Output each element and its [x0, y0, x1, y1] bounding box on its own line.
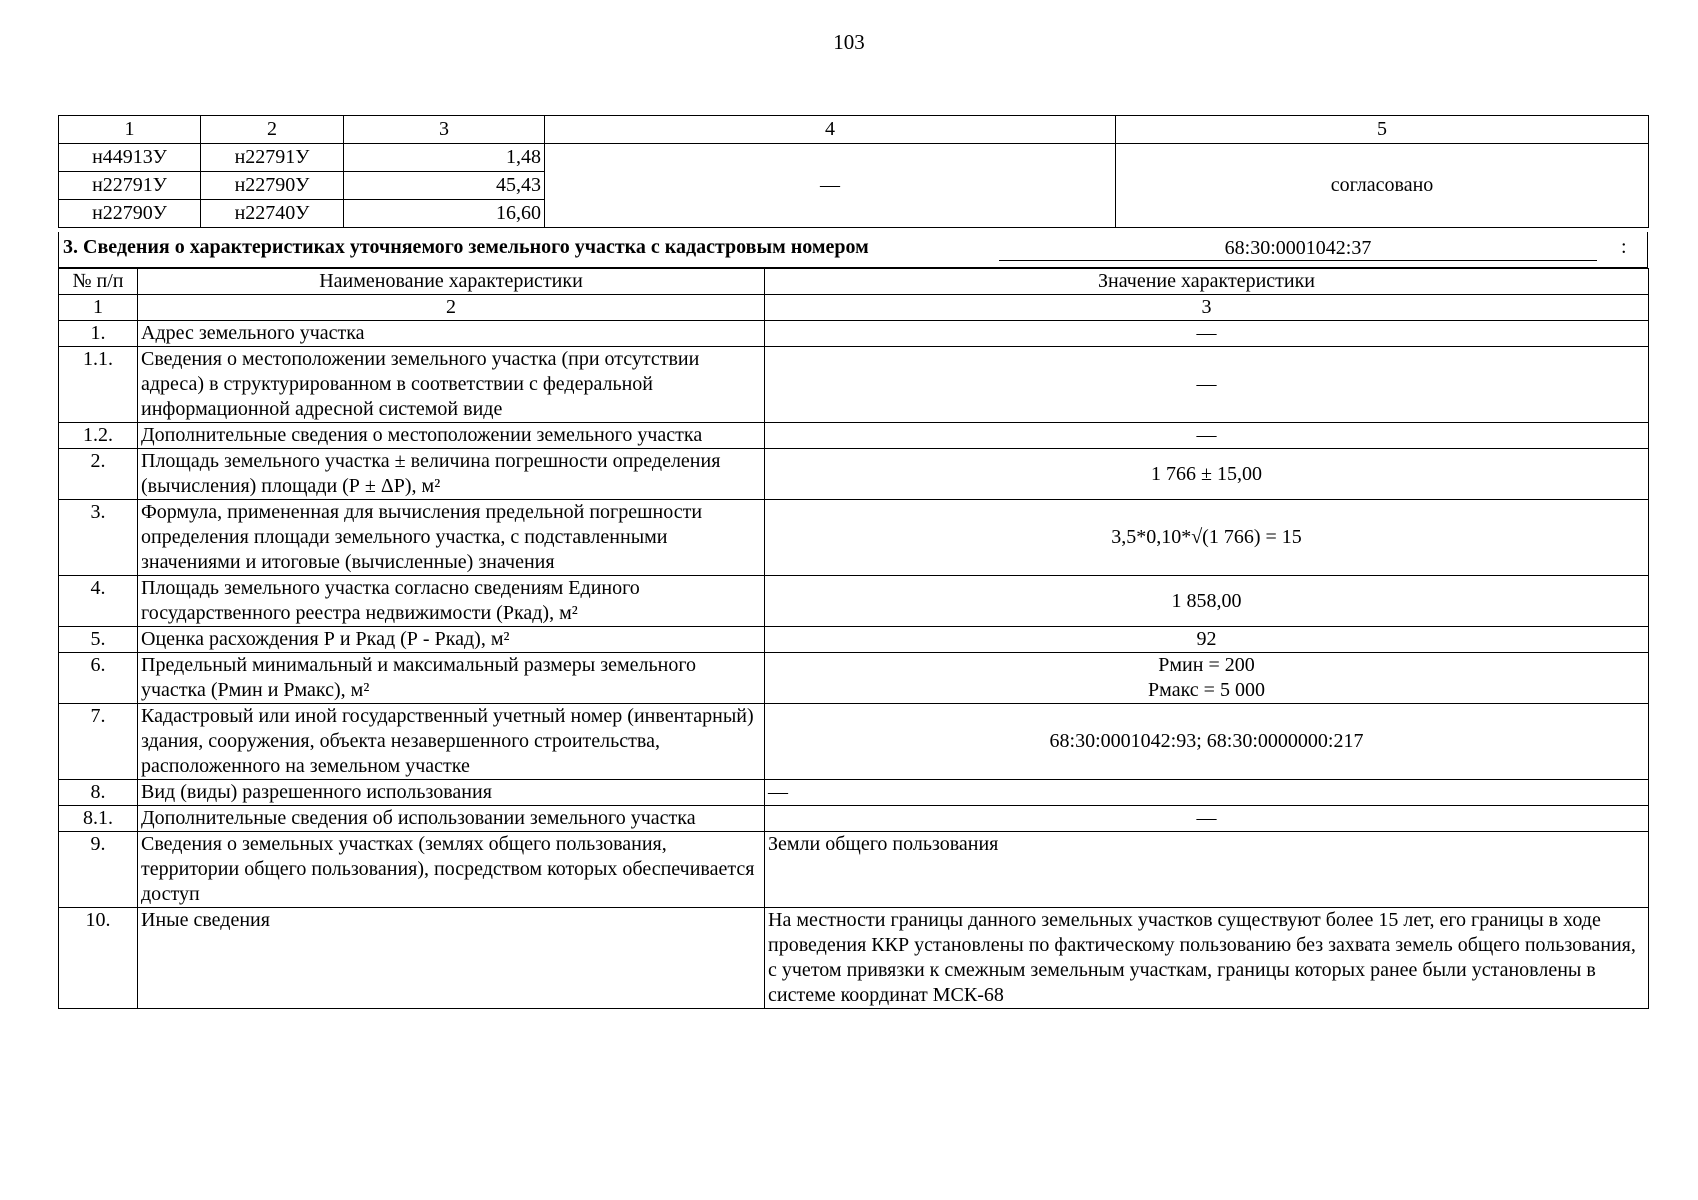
max-size-value: Рмакс = 5 000 [1148, 679, 1265, 701]
row-number: 5. [59, 627, 138, 653]
table-row [59, 627, 1649, 653]
distance-value: 1,48 [344, 144, 545, 172]
table-header-row [59, 116, 1649, 144]
row-number: 1.2. [59, 423, 138, 449]
col4-value: — [545, 144, 1116, 228]
characteristic-value: 1 858,00 [765, 576, 1649, 627]
table-row [59, 423, 1649, 449]
row-number: 10. [59, 908, 138, 1009]
section-title: 3. Сведения о характеристиках уточняемого земельного участка с кадастровым номером [63, 236, 869, 258]
distance-value: 16,60 [344, 200, 545, 228]
row-number: 1.1. [59, 347, 138, 423]
column-number: 2 [138, 295, 765, 321]
section-3-header [58, 232, 1648, 268]
table-row [59, 144, 1649, 172]
min-size-value: Рмин = 200 [1158, 654, 1255, 676]
table-row [59, 908, 1649, 1009]
characteristic-name: Формула, примененная для вычисления предельной погрешности определения площади земельного участка, с подставленными значениями и итоговые (вычисленные) значения [138, 500, 765, 576]
table-row [59, 653, 1649, 704]
point-from: н44913У [59, 144, 201, 172]
column-number: 2 [201, 116, 344, 144]
header-number: № п/п [59, 269, 138, 295]
characteristic-name: Площадь земельного участка согласно сведениям Единого государственного реестра недвижимости (Ркад), м² [138, 576, 765, 627]
column-number: 4 [545, 116, 1116, 144]
table-header-row [59, 269, 1649, 295]
characteristic-value: — [765, 806, 1649, 832]
characteristics-table [58, 268, 1649, 1009]
characteristic-value: Земли общего пользования [765, 832, 1649, 908]
characteristic-value: — [765, 321, 1649, 347]
table-row [59, 321, 1649, 347]
characteristic-name: Площадь земельного участка ± величина погрешности определения (вычисления) площади (Р ± ΔР), м² [138, 449, 765, 500]
column-number: 1 [59, 295, 138, 321]
table-row [59, 704, 1649, 780]
column-number: 5 [1116, 116, 1649, 144]
characteristic-name: Дополнительные сведения об использовании земельного участка [138, 806, 765, 832]
row-number: 6. [59, 653, 138, 704]
row-number: 1. [59, 321, 138, 347]
table-row [59, 449, 1649, 500]
characteristic-name: Кадастровый или иной государственный учетный номер (инвентарный) здания, сооружения, объекта незавершенного строительства, расположенного на земельном участке [138, 704, 765, 780]
characteristic-value: 1 766 ± 15,00 [765, 449, 1649, 500]
characteristic-value: — [765, 780, 1649, 806]
characteristic-value: 92 [765, 627, 1649, 653]
characteristic-name: Сведения о земельных участках (землях общего пользования, территории общего пользования), посредством которых обеспечивается доступ [138, 832, 765, 908]
characteristic-name: Вид (виды) разрешенного использования [138, 780, 765, 806]
row-number: 7. [59, 704, 138, 780]
approval-status: согласовано [1116, 144, 1649, 228]
table-row [59, 347, 1649, 423]
characteristic-name: Иные сведения [138, 908, 765, 1009]
point-from: н22791У [59, 172, 201, 200]
header-value: Значение характеристики [765, 269, 1649, 295]
page-number: 103 [833, 30, 865, 54]
characteristic-value: 68:30:0001042:93; 68:30:0000000:217 [765, 704, 1649, 780]
colon: : [1621, 236, 1627, 258]
point-to: н22791У [201, 144, 344, 172]
characteristic-value: 3,5*0,10*√(1 766) = 15 [765, 500, 1649, 576]
row-number: 9. [59, 832, 138, 908]
header-name: Наименование характеристики [138, 269, 765, 295]
boundary-points-table [58, 115, 1649, 228]
column-number: 1 [59, 116, 201, 144]
characteristic-name: Дополнительные сведения о местоположении земельного участка [138, 423, 765, 449]
cadastral-number: 68:30:0001042:37 [999, 236, 1597, 261]
point-from: н22790У [59, 200, 201, 228]
row-number: 8. [59, 780, 138, 806]
table-row [59, 832, 1649, 908]
table-row [59, 576, 1649, 627]
characteristic-value [765, 653, 1649, 704]
point-to: н22740У [201, 200, 344, 228]
row-number: 2. [59, 449, 138, 500]
table-row [59, 500, 1649, 576]
characteristic-name: Оценка расхождения Р и Ркад (Р - Ркад), м² [138, 627, 765, 653]
row-number: 4. [59, 576, 138, 627]
distance-value: 45,43 [344, 172, 545, 200]
characteristic-name: Предельный минимальный и максимальный размеры земельного участка (Рмин и Рмакс), м² [138, 653, 765, 704]
table-row [59, 806, 1649, 832]
column-number: 3 [344, 116, 545, 144]
characteristic-value: — [765, 347, 1649, 423]
row-number: 8.1. [59, 806, 138, 832]
characteristic-name: Сведения о местоположении земельного участка (при отсутствии адреса) в структурированном в соответствии с федеральной информационной адресной системой виде [138, 347, 765, 423]
characteristic-name: Адрес земельного участка [138, 321, 765, 347]
row-number: 3. [59, 500, 138, 576]
column-numbers-row [59, 295, 1649, 321]
characteristic-value: На местности границы данного земельных участков существуют более 15 лет, его границы в ходе проведения ККР установлены по фактическому пользованию без захвата земель общего пользования, с учетом привязки к смежным земельным участкам, границы которых ранее были установлены в системе координат МСК-68 [765, 908, 1649, 1009]
column-number: 3 [765, 295, 1649, 321]
table-row [59, 780, 1649, 806]
characteristic-value: — [765, 423, 1649, 449]
point-to: н22790У [201, 172, 344, 200]
